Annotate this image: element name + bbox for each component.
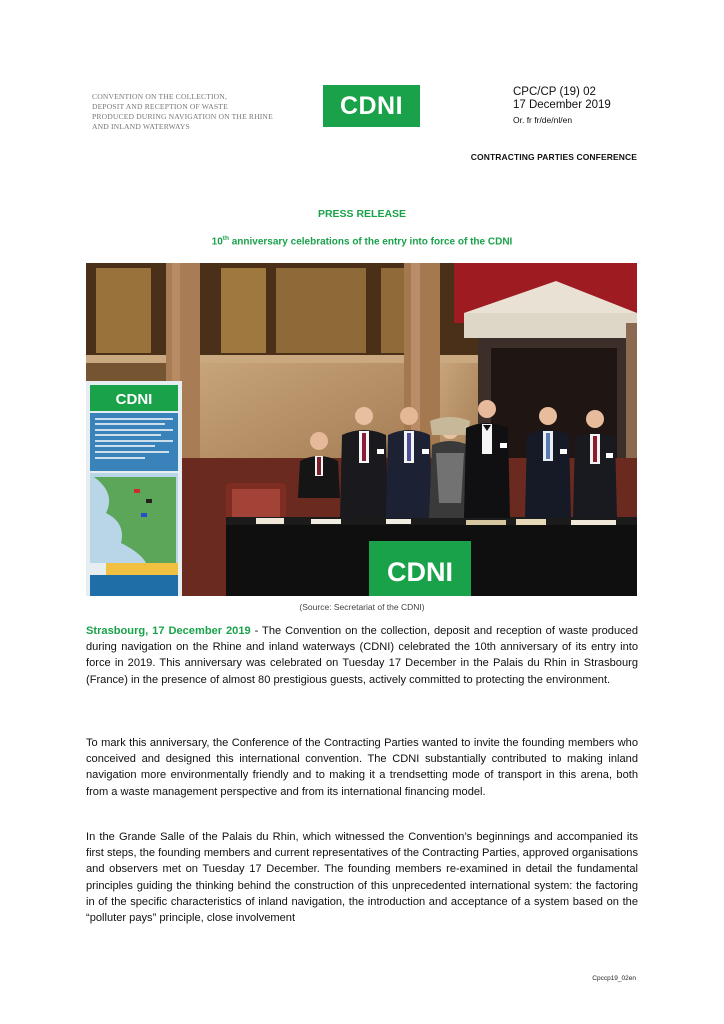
paragraph-3: In the Grande Salle of the Palais du Rhin, which witnessed the Convention’s beginnings and accompanied its first steps, the founding members and current representatives of the Contracting Parties, approved organisations and observers met on Tuesday 17 December. The founding members re-examined in detail the fundamental principles guiding the thinking behind the construction of this unprecedented international system: the factoring in of the specific characteristics of inland navigation, the introduction and acceptance of a system based on the “polluter pays” principle, close involvement — [86, 831, 638, 925]
subtitle-ordinal: th — [222, 235, 229, 242]
banner-logo-text: CDNI — [115, 391, 153, 408]
subtitle-number: 10 — [211, 236, 223, 248]
organization-name — [92, 92, 312, 132]
dateline: Strasbourg, 17 December 2019 — [86, 625, 251, 637]
paragraph-1-text: - The Convention on the collection, deposit and reception of waste produced during navigation on the Rhine and inland waterways (CDNI) celebrated the 10th anniversary of its entry into force in 2019. This anniversary was celebrated on Tuesday 17 December in the Palais du Rhin in Strasbourg (France) in the presence of almost 80 prestigious guests, actively committed to protecting the environment. — [86, 625, 639, 686]
cdni-logo: CDNI — [323, 85, 420, 127]
subtitle-text: anniversary celebrations of the entry into force of the CDNI — [228, 236, 513, 248]
org-line: AND INLAND WATERWAYS — [92, 122, 190, 131]
conference-label: CONTRACTING PARTIES CONFERENCE — [470, 152, 637, 162]
ref-code: CPC/CP (19) 02 — [513, 86, 596, 98]
ceremony-photo — [86, 263, 637, 596]
subtitle — [0, 235, 724, 247]
photo-caption: (Source: Secretariat of the CDNI) — [299, 602, 425, 612]
org-line: DEPOSIT AND RECEPTION OF WASTE — [92, 102, 228, 111]
org-line: PRODUCED DURING NAVIGATION ON THE RHINE — [92, 112, 273, 121]
paragraph-1 — [86, 623, 638, 688]
ref-date: 17 December 2019 — [513, 99, 611, 111]
paragraph-2: To mark this anniversary, the Conference of the Contracting Parties wanted to invite the founding members who conceived and designed this international convention. The CDNI substantially contributed to making inland navigation more environmentally friendly and to making it a trendsetting mode of transport in this arena, both from a waste management perspective and from its international financing model. — [86, 737, 638, 798]
ref-languages: Or. fr fr/de/nl/en — [513, 115, 573, 125]
flag-cdni-text: CDNI — [387, 557, 453, 587]
footer-reference: Cpccp19_02en — [592, 975, 636, 982]
org-line: CONVENTION ON THE COLLECTION, — [92, 92, 227, 101]
document-reference — [513, 86, 611, 127]
press-release-title: PRESS RELEASE — [317, 208, 407, 220]
